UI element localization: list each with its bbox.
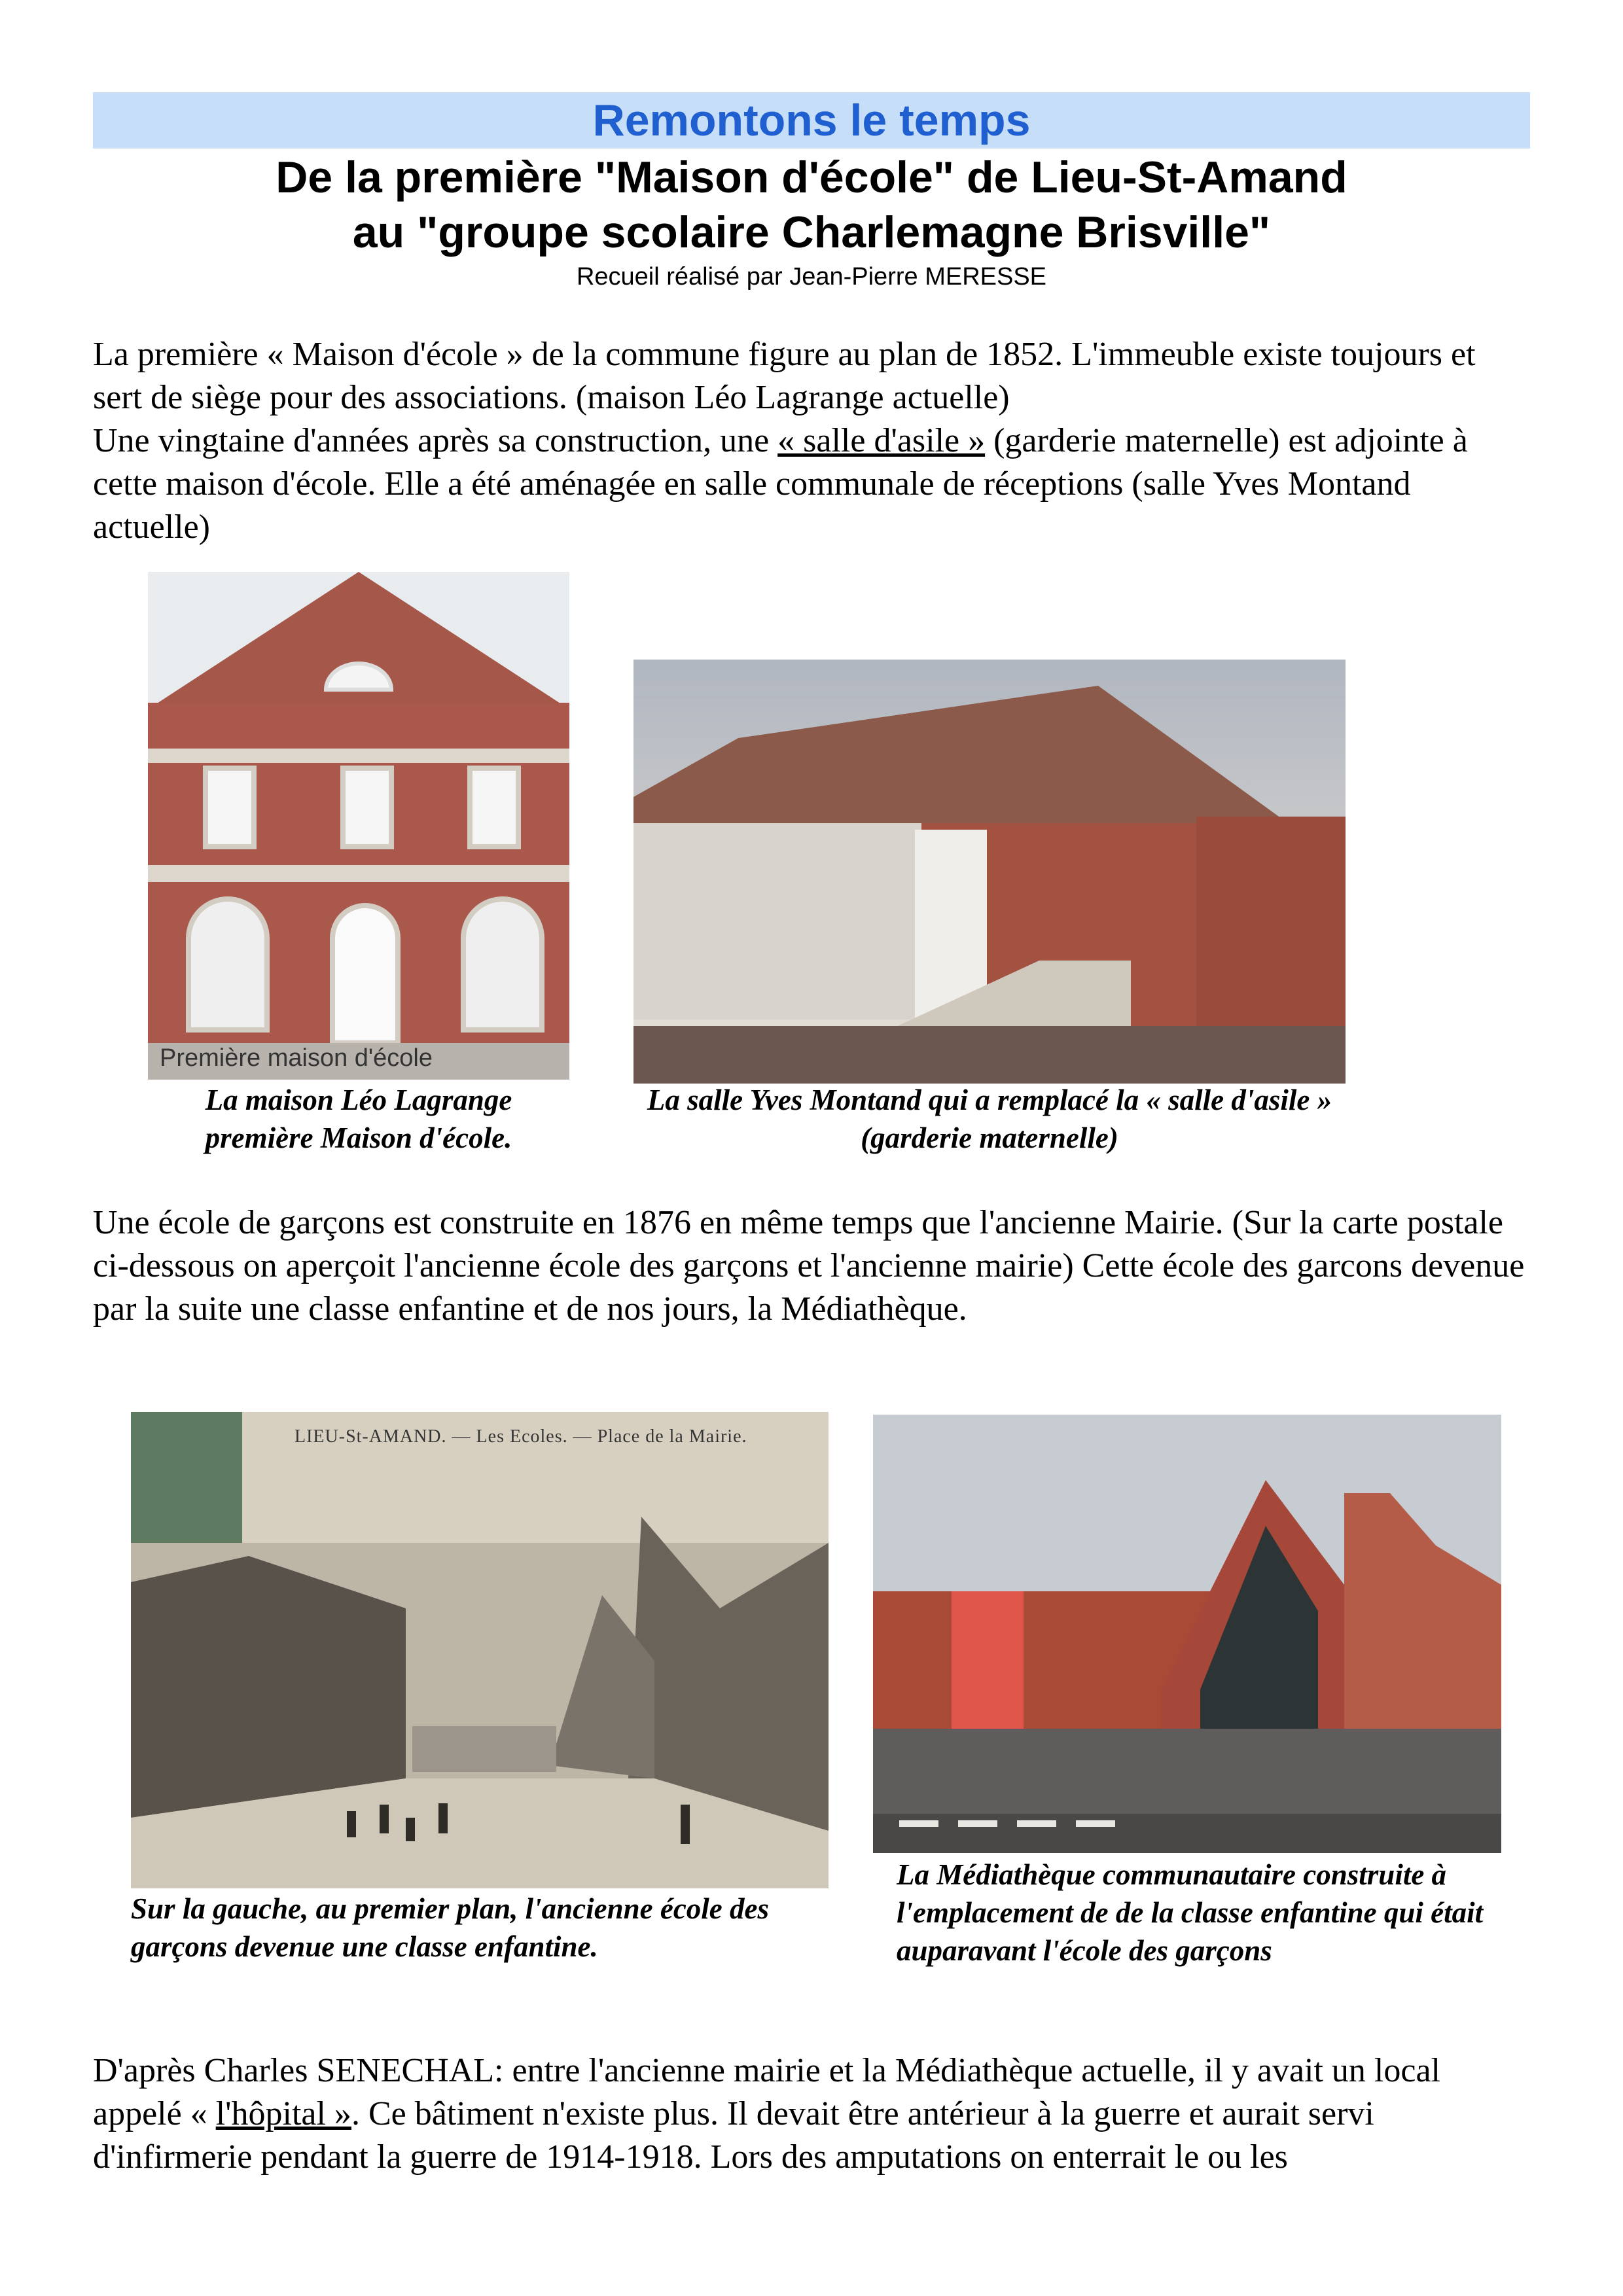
hopital-text-2: . Ce bâtiment n'existe plus. Il devait être antérieur à la guerre et aurait servi d'infirmerie pendant la guerre de 1914-1918. Lors des amputations on enterrait le ou les (93, 2095, 1374, 2176)
maison-overlay-label: Première maison d'école (160, 1044, 433, 1072)
intro-text-2: Une vingtaine d'années après sa construction, une (93, 422, 778, 459)
mediatheque-caption: La Médiathèque communautaire construite à l'emplacement de de la classe enfantine qui était auparavant l'école des garçons (897, 1858, 1484, 1967)
intro-paragraph (93, 333, 1533, 549)
postcard-header-text: LIEU-St-AMAND. — Les Ecoles. — Place de la Mairie. (294, 1426, 747, 1447)
mediatheque-photo (873, 1415, 1501, 1853)
salle-caption: La salle Yves Montand qui a remplacé la « salle d'asile » (garderie maternelle) (647, 1084, 1332, 1154)
hopital-paragraph (93, 2049, 1533, 2179)
main-title-line1: De la première "Maison d'école" de Lieu-St-Amand (276, 152, 1347, 202)
ecole-garcons-paragraph: Une école de garçons est construite en 1876 en même temps que l'ancienne Mairie. (Sur la carte postale ci-dessous on aperçoit l'ancienne école des garçons et l'ancienne mairie) Cette école des garcons devenue par la suite une classe enfantine et de nos jours, la Médiathèque. (93, 1204, 1525, 1328)
banner-title: Remontons le temps (93, 92, 1530, 149)
postcard-caption: Sur la gauche, au premier plan, l'ancienne école des garçons devenue une classe enfantine. (131, 1892, 770, 1963)
intro-text-1: La première « Maison d'école » de la commune figure au plan de 1852. L'immeuble existe toujours et sert de siège pour des associations. (maison Léo Lagrange actuelle) (93, 336, 1476, 416)
hopital-text-1: D'après Charles SENECHAL: entre l'ancienne mairie et la Médiathèque actuelle, il y avait un local appelé « (93, 2052, 1440, 2132)
salle-yves-montand-photo (633, 660, 1346, 1084)
maison-caption: La maison Léo Lagrange première Maison d'école. (205, 1084, 512, 1154)
hopital-link[interactable]: l'hôpital » (215, 2095, 351, 2132)
salle-asile-link[interactable]: « salle d'asile » (777, 422, 986, 459)
intro-text-3: (garderie maternelle) est adjointe à cette maison d'école. Elle a été aménagée en salle communale de réceptions (salle Yves Montand actuelle) (93, 422, 1468, 546)
maison-leo-lagrange-photo (148, 572, 569, 1080)
author-credit: Recueil réalisé par Jean-Pierre MERESSE (576, 263, 1047, 291)
postcard-photo (131, 1412, 829, 1888)
main-title-line2: au "groupe scolaire Charlemagne Brisville" (352, 207, 1271, 257)
